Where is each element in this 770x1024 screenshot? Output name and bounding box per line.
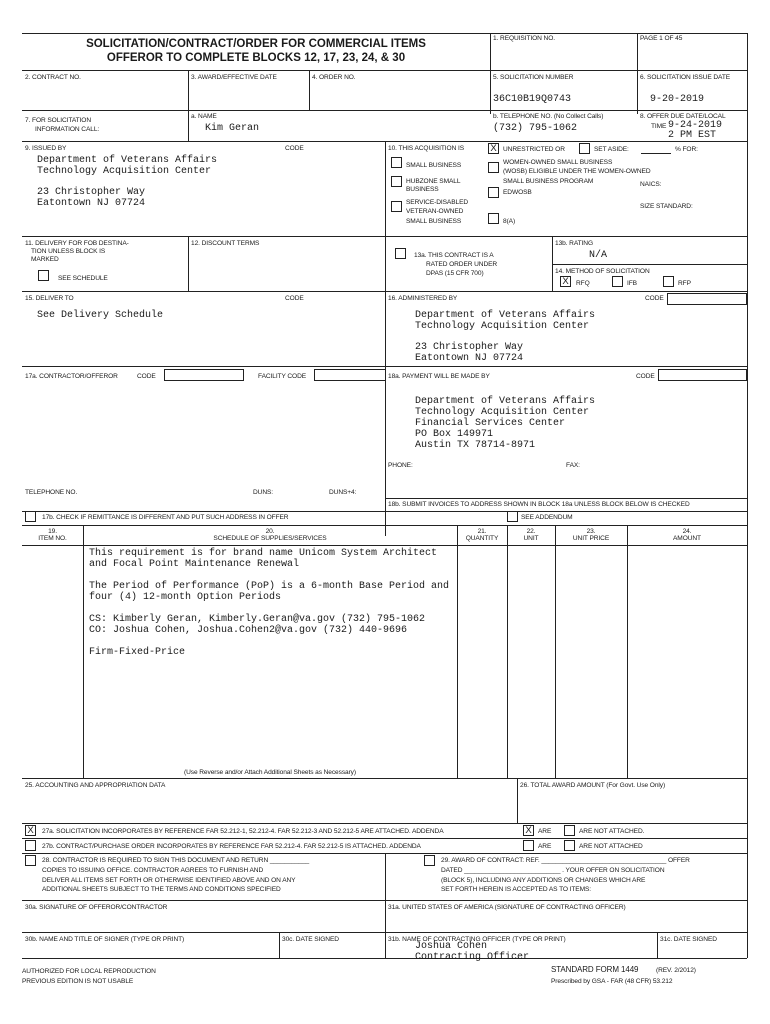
schedule-header-2: SCHEDULE OF SUPPLIES/SERVICES	[213, 535, 327, 542]
form-revision: (REV. 2/2012)	[656, 967, 696, 974]
fob-label-3: MARKED	[31, 256, 59, 263]
order-no-label: 4. ORDER NO.	[312, 74, 356, 81]
contact-name: Kim Geran	[205, 123, 260, 134]
b27a-are-checkbox[interactable]: X	[523, 825, 534, 836]
issued-by-label: 9. ISSUED BY	[25, 145, 67, 152]
name-label: a. NAME	[191, 113, 217, 120]
time-label: TIME	[651, 123, 667, 130]
facility-code-field[interactable]	[314, 369, 386, 381]
rfq-label: RFQ	[576, 280, 590, 287]
officer-date-label: 31c. DATE SIGNED	[660, 936, 717, 943]
see-schedule-checkbox[interactable]	[38, 270, 49, 281]
b27b-are-not-checkbox[interactable]	[564, 840, 575, 851]
deliver-to-value: See Delivery Schedule	[37, 310, 164, 321]
fob-label-2: TION UNLESS BLOCK IS	[31, 248, 106, 255]
b29-line-2: DATED ___________________________ . YOUR OFFER ON SOLICITATION	[441, 867, 665, 874]
duns4-label: DUNS+4:	[329, 489, 357, 496]
payment-code-label: CODE	[636, 373, 655, 380]
ifb-label: IFB	[627, 280, 637, 287]
offeror-date-label: 30c. DATE SIGNED	[282, 936, 339, 943]
wosb-checkbox[interactable]	[488, 162, 499, 173]
remittance-checkbox[interactable]	[25, 511, 36, 522]
acquisition-label: 10. THIS ACQUISITION IS	[388, 145, 464, 152]
rated-order-label-3: DPAS (15 CFR 700)	[426, 270, 484, 277]
info-call-label-2: INFORMATION CALL:	[35, 126, 100, 133]
rfq-checkbox[interactable]: X	[560, 276, 571, 287]
phone-label: PHONE:	[388, 462, 413, 469]
hubzone-checkbox[interactable]	[391, 176, 402, 187]
wosb-label-2: (WOSB) ELIGIBLE UNDER THE WOMEN-OWNED	[503, 168, 651, 175]
b29-line-4: SET FORTH HEREIN IS ACCEPTED AS TO ITEMS:	[441, 886, 592, 893]
b27b-are-checkbox[interactable]	[523, 840, 534, 851]
b27a-checkbox[interactable]: X	[25, 825, 36, 836]
ifb-checkbox[interactable]	[612, 276, 623, 287]
set-aside-checkbox[interactable]	[579, 143, 590, 154]
deliver-to-code-label: CODE	[285, 295, 304, 302]
small-business-label: SMALL BUSINESS	[406, 162, 462, 169]
rated-order-label: 13a. THIS CONTRACT IS A	[414, 252, 494, 259]
offer-due-date: 9-24-2019	[668, 120, 723, 131]
b28-line-2: COPIES TO ISSUING OFFICE. CONTRACTOR AGREES TO FURNISH AND	[42, 867, 264, 874]
rating-value: N/A	[589, 250, 608, 261]
info-call-label: 7. FOR SOLICITATION	[25, 117, 91, 124]
administered-code-field[interactable]	[667, 293, 747, 305]
b29-line-3: (BLOCK 5), INCLUDING ANY ADDITIONS OR CHANGES WHICH ARE	[441, 877, 646, 884]
officer-name-label: 31b. NAME OF CONTRACTING OFFICER (TYPE OR PRINT)	[388, 936, 566, 943]
rfp-checkbox[interactable]	[663, 276, 674, 287]
b27a-are-not-checkbox[interactable]	[564, 825, 575, 836]
wosb-label: WOMEN-OWNED SMALL BUSINESS	[503, 159, 613, 166]
wosb-label-3: SMALL BUSINESS PROGRAM	[503, 178, 594, 185]
issued-by-code-label: CODE	[285, 145, 304, 152]
discount-terms-label: 12. DISCOUNT TERMS	[191, 240, 260, 247]
unit-header: 22.	[526, 528, 536, 535]
b27a-label: 27a. SOLICITATION INCORPORATES BY REFERENCE FAR 52.212-1, 52.212-4. FAR 52.212-3 AND 52.212-5 ARE ATTACHED. ADDENDA	[42, 828, 444, 835]
solicitation-number: 36C10B19Q0743	[493, 94, 572, 105]
b27a-are-label: ARE	[538, 828, 552, 835]
offeror-signature-label: 30a. SIGNATURE OF OFFEROR/CONTRACTOR	[25, 904, 168, 911]
fax-label: FAX:	[566, 462, 580, 469]
offer-due-label: 8. OFFER DUE DATE/LOCAL	[640, 113, 726, 120]
solicitation-method-label: 14. METHOD OF SOLICITATION	[555, 268, 650, 275]
rating-label: 13b. RATING	[555, 240, 593, 247]
unit-price-header-2: UNIT PRICE	[572, 535, 610, 542]
set-aside-label: SET ASIDE:	[594, 146, 629, 153]
b27b-are-label: ARE	[538, 843, 552, 850]
fob-label: 11. DELIVERY FOR FOB DESTINA-	[25, 240, 129, 247]
contractor-label: 17a. CONTRACTOR/OFFEROR	[25, 373, 118, 380]
item-no-header: 19.	[48, 528, 57, 535]
sdvosb-checkbox[interactable]	[391, 201, 402, 212]
schedule-footnote: (Use Reverse and/or Attach Additional Sheets as Necessary)	[184, 769, 356, 776]
unrestricted-checkbox[interactable]: X	[488, 143, 499, 154]
quantity-header: 21.	[477, 528, 487, 535]
b27a-are-not-label: ARE NOT ATTACHED.	[579, 828, 645, 835]
rated-order-label-2: RATED ORDER UNDER	[426, 261, 498, 268]
telephone-no-label: TELEPHONE NO.	[25, 489, 78, 496]
unit-header-2: UNIT	[523, 535, 539, 542]
footer-authorized: AUTHORIZED FOR LOCAL REPRODUCTION	[22, 968, 156, 975]
requisition-label: 1. REQUISITION NO.	[493, 35, 555, 42]
officer-signature-label: 31a. UNITED STATES OF AMERICA (SIGNATURE OF CONTRACTING OFFICER)	[388, 904, 626, 911]
issue-date-label: 6. SOLICITATION ISSUE DATE	[640, 74, 731, 81]
form-subtitle: OFFEROR TO COMPLETE BLOCKS 12, 17, 23, 24, & 30	[106, 52, 406, 64]
b29-checkbox[interactable]	[424, 855, 435, 866]
schedule-header: 20.	[265, 528, 275, 535]
sdvosb-label-3: SMALL BUSINESS	[406, 218, 462, 225]
payment-by-label: 18a. PAYMENT WILL BE MADE BY	[388, 373, 490, 380]
b28-line-3: DELIVER ALL ITEMS SET FORTH OR OTHERWISE IDENTIFIED ABOVE AND ON ANY	[42, 877, 296, 884]
see-addendum-checkbox[interactable]	[507, 511, 518, 522]
footer-previous-edition: PREVIOUS EDITION IS NOT USABLE	[22, 978, 134, 985]
quantity-header-2: QUANTITY	[465, 535, 499, 542]
contract-no-label: 2. CONTRACT NO.	[25, 74, 81, 81]
telephone-label: b. TELEPHONE NO. (No Collect Calls)	[493, 113, 604, 120]
accounting-label: 25. ACCOUNTING AND APPROPRIATION DATA	[25, 782, 166, 789]
edwosb-checkbox[interactable]	[488, 187, 499, 198]
deliver-to-label: 15. DELIVER TO	[25, 295, 74, 302]
telephone-number: (732) 795-1062	[493, 123, 578, 134]
b28-line-4: ADDITIONAL SHEETS SUBJECT TO THE TERMS AND CONDITIONS SPECIFIED	[42, 886, 281, 893]
eight-a-label: 8(A)	[503, 218, 516, 225]
amount-header-2: AMOUNT	[673, 535, 701, 542]
administered-by-label: 16. ADMINISTERED BY	[388, 295, 458, 302]
rfp-label: RFP	[678, 280, 691, 287]
amount-header: 24.	[682, 528, 692, 535]
form-name: STANDARD FORM 1449	[551, 965, 639, 974]
see-addendum-label: SEE ADDENDUM	[521, 514, 573, 521]
hubzone-label: HUBZONE SMALL	[406, 178, 461, 185]
see-schedule-label: SEE SCHEDULE	[58, 275, 108, 282]
contractor-code-field[interactable]	[164, 369, 244, 381]
administered-code-label: CODE	[645, 295, 664, 302]
duns-label: DUNS:	[253, 489, 274, 496]
form-prescribed: Prescribed by GSA - FAR (48 CFR) 53.212	[551, 978, 673, 985]
award-date-label: 3. AWARD/EFFECTIVE DATE	[191, 74, 277, 81]
rated-order-checkbox[interactable]	[395, 248, 406, 259]
payment-code-field[interactable]	[658, 369, 747, 381]
naics-label: NAICS:	[640, 181, 662, 188]
b27b-checkbox[interactable]	[25, 840, 36, 851]
unit-price-header: 23.	[586, 528, 596, 535]
item-no-header-2: ITEM NO.	[38, 535, 67, 542]
signer-name-label: 30b. NAME AND TITLE OF SIGNER (TYPE OR PRINT)	[25, 936, 185, 943]
eight-a-checkbox[interactable]	[488, 213, 499, 224]
sdvosb-label-2: VETERAN-OWNED	[406, 208, 464, 215]
small-business-checkbox[interactable]	[391, 157, 402, 168]
b27b-are-not-label: ARE NOT ATTACHED	[579, 843, 643, 850]
remittance-label: 17b. CHECK IF REMITTANCE IS DIFFERENT AND PUT SUCH ADDRESS IN OFFER	[42, 514, 289, 521]
size-standard-label: SIZE STANDARD:	[640, 203, 693, 210]
total-award-label: 26. TOTAL AWARD AMOUNT (For Govt. Use Only)	[520, 782, 666, 789]
b28-checkbox[interactable]	[25, 855, 36, 866]
officer-title: Contracting Officer	[415, 952, 530, 963]
submit-invoices-label: 18b. SUBMIT INVOICES TO ADDRESS SHOWN IN BLOCK 18a UNLESS BLOCK BELOW IS CHECKED	[388, 501, 690, 508]
b29-line-1: 29. AWARD OF CONTRACT: REF. ___________________________________ OFFER	[441, 857, 690, 864]
contractor-code-label: CODE	[137, 373, 156, 380]
form-title: SOLICITATION/CONTRACT/ORDER FOR COMMERCIAL ITEMS	[86, 38, 426, 50]
edwosb-label: EDWOSB	[503, 189, 532, 196]
page-number: PAGE 1 OF 45	[640, 35, 683, 42]
solicitation-number-label: 5. SOLICITATION NUMBER	[493, 74, 574, 81]
officer-name: Joshua Cohen	[415, 941, 488, 952]
offer-due-time: 2 PM EST	[668, 130, 717, 141]
b27b-label: 27b. CONTRACT/PURCHASE ORDER INCORPORATES BY REFERENCE FAR 52.212-4. FAR 52.212-5 IS ATTACHED. ADDENDA	[42, 843, 421, 850]
facility-code-label: FACILITY CODE	[258, 373, 307, 380]
unrestricted-label: UNRESTRICTED OR	[503, 146, 565, 153]
b28-line-1: 28. CONTRACTOR IS REQUIRED TO SIGN THIS DOCUMENT AND RETURN ___________	[42, 857, 310, 864]
hubzone-label-2: BUSINESS	[406, 186, 439, 193]
percent-for-label: % FOR:	[675, 146, 698, 153]
sdvosb-label: SERVICE-DISABLED	[406, 199, 469, 206]
issue-date: 9-20-2019	[650, 94, 705, 105]
